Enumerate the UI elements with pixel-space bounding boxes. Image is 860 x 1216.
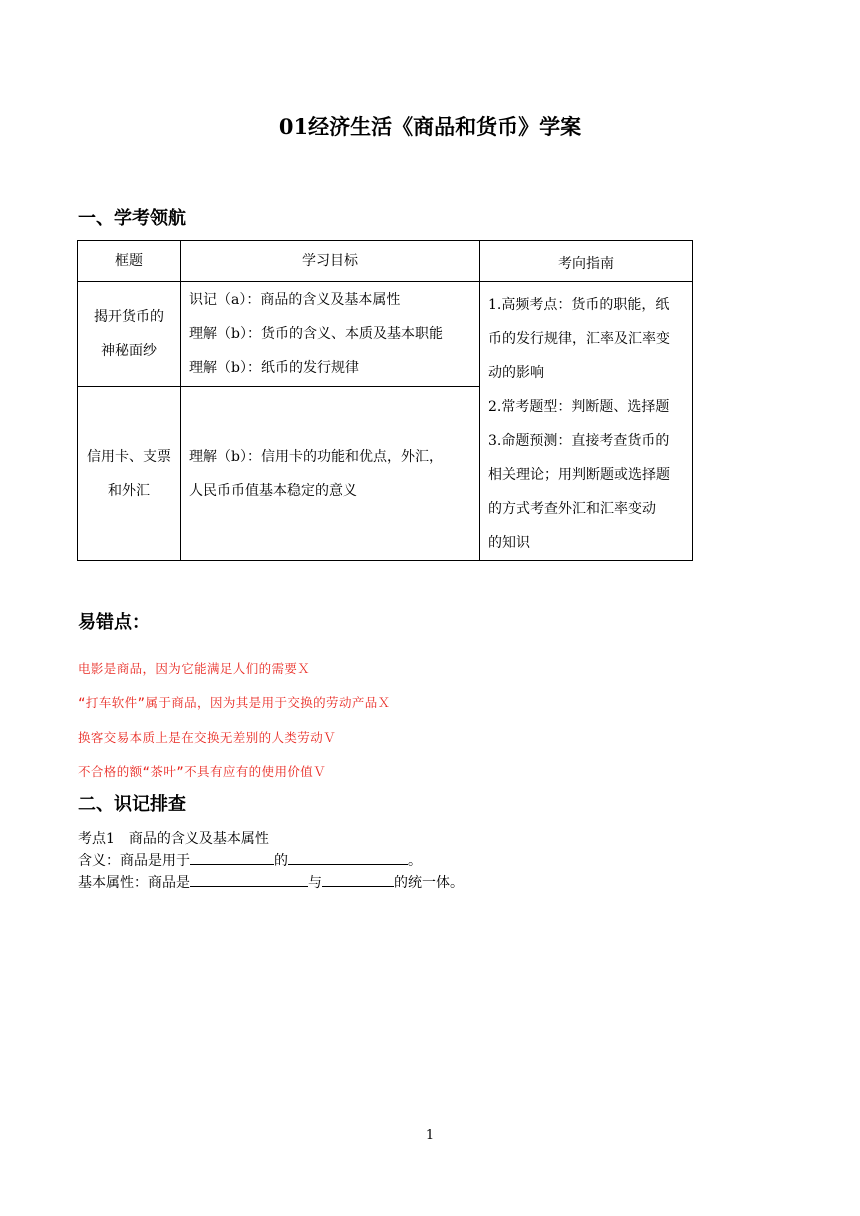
- answer-blank[interactable]: [190, 872, 308, 887]
- goal-line: 人民币币值基本稳定的意义: [189, 482, 357, 499]
- fill-text: 含义：商品是用于: [78, 853, 190, 869]
- fill-blank-line: [78, 850, 464, 872]
- section-heading-study-guide: 一、学考领航: [78, 208, 186, 229]
- goal-line: 识记（a）：商品的含义及基本属性: [189, 292, 401, 309]
- list-item: 不合格的额“茶叶”不具有应有的使用价值Ｖ: [78, 763, 327, 779]
- frame-line: 信用卡、支票: [87, 448, 171, 465]
- goal-line: 理解（b）：货币的含义、本质及基本职能: [189, 326, 443, 343]
- common-errors-list: [78, 652, 391, 789]
- recall-content: [78, 828, 464, 894]
- section-heading-recall: 二、识记排查: [78, 794, 186, 815]
- table-row: [78, 282, 693, 387]
- fill-blank-line: [78, 872, 464, 894]
- goal-line: 理解（b）：纸币的发行规律: [189, 360, 359, 377]
- table-header-goal: 学习目标: [181, 241, 480, 282]
- guide-line: 币的发行规律，汇率及汇率变: [488, 331, 670, 347]
- fill-text: 的: [274, 853, 288, 869]
- page-number: 1: [425, 1128, 435, 1143]
- answer-blank[interactable]: [288, 850, 408, 865]
- table-cell-goal: [181, 387, 480, 561]
- table-cell-goal: [181, 282, 480, 387]
- goal-line: 理解（b）：信用卡的功能和优点，外汇，: [189, 448, 443, 465]
- fill-text: 的统一体。: [394, 875, 464, 891]
- guide-line: 3.命题预测：直接考查货币的: [488, 433, 670, 449]
- frame-line: 揭开货币的: [94, 309, 164, 326]
- guide-line: 相关理论；用判断题或选择题: [488, 467, 670, 483]
- fill-text: 基本属性：商品是: [78, 875, 190, 891]
- table-header-frame: 框题: [78, 241, 181, 282]
- guide-line: 1.高频考点：货币的职能，纸: [488, 297, 670, 313]
- fill-text: 。: [408, 853, 422, 869]
- fill-text: 与: [308, 875, 322, 891]
- list-item: 电影是商品，因为它能满足人们的需要Ｘ: [78, 661, 311, 676]
- table-cell-guide: [480, 282, 693, 561]
- frame-line: 神秘面纱: [101, 343, 157, 360]
- table-cell-frame: [78, 387, 181, 561]
- guide-line: 2.常考题型：判断题、选择题: [488, 399, 670, 415]
- table-header-row: [78, 241, 693, 282]
- page-title: 01经济生活《商品和货币》学案: [278, 114, 582, 139]
- section-heading-common-errors: 易错点：: [78, 612, 150, 633]
- frame-line: 和外汇: [108, 482, 150, 499]
- list-item: “打车软件”属于商品，因为其是用于交换的劳动产品Ｘ: [78, 695, 391, 711]
- guide-line: 动的影响: [488, 365, 544, 381]
- list-item: 换客交易本质上是在交换无差别的人类劳动Ｖ: [78, 729, 337, 745]
- point-title: 考点1 商品的含义及基本属性: [78, 831, 269, 847]
- guide-line: 的知识: [488, 535, 530, 551]
- answer-blank[interactable]: [190, 850, 274, 865]
- table-cell-frame: [78, 282, 181, 387]
- answer-blank[interactable]: [322, 872, 394, 887]
- guide-line: 的方式考查外汇和汇率变动: [488, 501, 656, 517]
- study-guide-table: [77, 240, 693, 561]
- table-header-guide: 考向指南: [480, 241, 693, 282]
